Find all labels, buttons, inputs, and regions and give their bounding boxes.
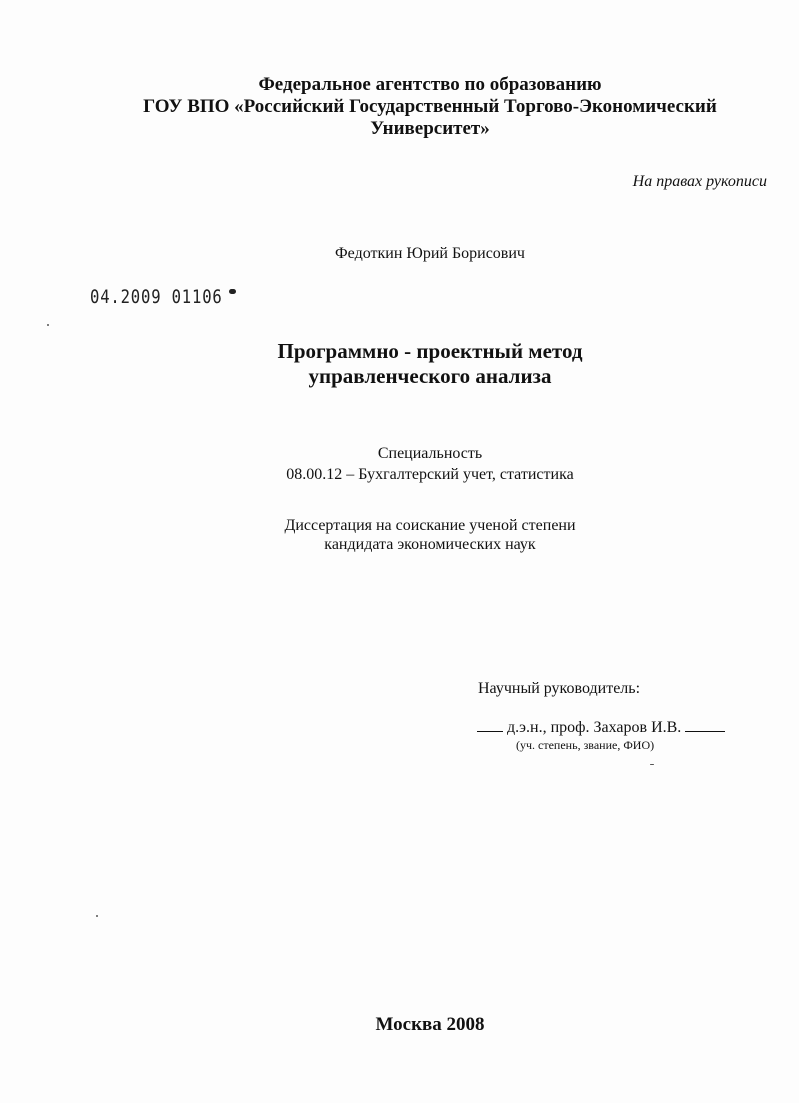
degree-statement (0, 516, 799, 554)
title-line-1: Программно - проектный метод (277, 339, 583, 363)
specialty-label: Специальность (377, 445, 483, 462)
city-year: Москва 2008 (375, 1014, 485, 1035)
author-name: Федоткин Юрий Борисович (335, 245, 525, 262)
header-line-university-cont: Университет» (370, 118, 490, 139)
advisor-label: Научный руководитель: (478, 680, 641, 697)
degree-line-2: кандидата экономических наук (324, 536, 536, 553)
advisor-signature-line (477, 719, 725, 737)
dissertation-title (0, 339, 799, 389)
title-line-2: управленческого анализа (308, 364, 552, 388)
specialty-code: 08.00.12 – Бухгалтерский учет, статистика (286, 466, 574, 483)
advisor-caption: (уч. степень, звание, ФИО) (516, 738, 655, 752)
scan-speck (96, 915, 98, 917)
signature-blank-left (477, 719, 503, 732)
rights-note: На правах рукописи (632, 173, 767, 190)
signature-blank-right (685, 719, 725, 732)
scan-speck (47, 324, 49, 326)
specialty-block (0, 443, 799, 485)
scan-speck (650, 764, 654, 765)
header-line-university: ГОУ ВПО «Российский Государственный Торгово-Экономический (143, 96, 717, 117)
header-line-agency: Федеральное агентство по образованию (258, 74, 602, 95)
degree-line-1: Диссертация на соискание ученой степени (284, 517, 576, 534)
institution-header (0, 74, 799, 140)
advisor-name: д.э.н., проф. Захаров И.В. (507, 719, 682, 736)
stamp-mark (229, 289, 236, 294)
registration-stamp: 04.2009 01106 (90, 286, 223, 308)
